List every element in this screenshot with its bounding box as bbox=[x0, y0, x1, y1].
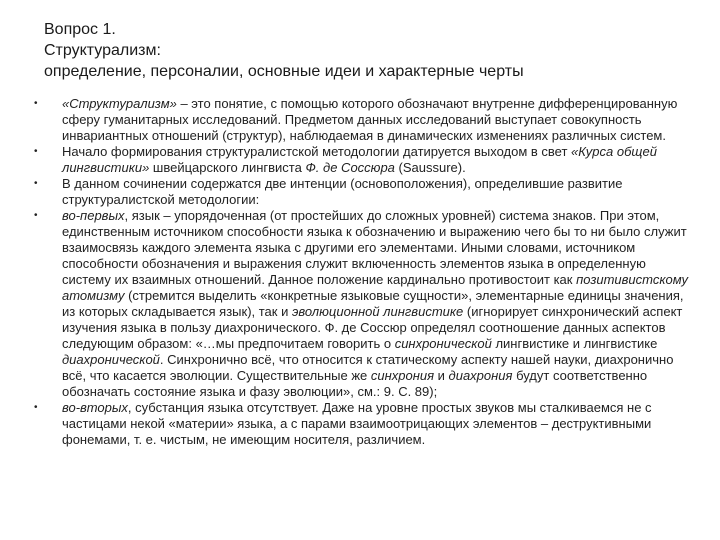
bullet-icon: • bbox=[34, 146, 38, 157]
bullet-icon: • bbox=[34, 210, 38, 221]
term-diachronic: диахронической bbox=[62, 352, 160, 367]
item-text: швейцарского лингвиста bbox=[149, 160, 306, 175]
list-item-2 bbox=[28, 144, 690, 176]
bullet-icon: • bbox=[34, 178, 38, 189]
term-synchrony: синхрония bbox=[370, 368, 435, 383]
bullet-icon: • bbox=[34, 402, 38, 413]
title-line-3: определение, персоналии, основные идеи и характерные черты bbox=[44, 63, 524, 80]
bullet-list bbox=[28, 96, 690, 448]
term-diachrony: диахрония bbox=[448, 368, 513, 383]
list-item-4 bbox=[28, 208, 690, 400]
item-text: В данном сочинении содержатся две интенции (основоположения), определившие развитие структуралистской методологии: bbox=[62, 176, 623, 207]
item-text: Начало формирования структуралистской методологии датируется выходом в свет bbox=[62, 144, 572, 159]
term-structuralism: «Структурализм» bbox=[62, 96, 177, 111]
item-text: лингвистике и лингвистике bbox=[491, 336, 658, 351]
term-second: во-вторых bbox=[62, 400, 128, 415]
item-text: . Синхронично всё, что относится к статическому аспекту нашей науки, диахронично всё, что касается эволюции. Существительные же bbox=[62, 352, 674, 383]
item-text: – это понятие, с помощью которого обозначают внутренне дифференцированную сферу гуманитарных исследований. Предметом данных исследований выступает совокупность инвариантных отношений (структур), наблюдаемая в динамических изменениях различных систем. bbox=[62, 96, 678, 143]
book-title: «Курса общей лингвистики» bbox=[62, 144, 657, 175]
item-text: , язык – упорядоченная (от простейших до сложных уровней) система знаков. При этом, единственным источником способности языка к обозначению и выражению чего бы то ни было служит взаимосвязь каждого элемента языка с другими его элементами. Иными словами, источником способности обозначения и выражения служит включенность элементов языка в определенную систему их взаимных отношений. Данное положение кардинально противостоит как bbox=[62, 208, 687, 287]
item-text: и bbox=[434, 368, 449, 383]
bullet-icon: • bbox=[34, 98, 38, 109]
item-text: будут соответственно обозначать состояние языка и фазу эволюции», см.: 9. С. 89); bbox=[62, 368, 648, 399]
item-text: (стремится выделить «конкретные языковые сущности», элементарные единицы значения, из которых складывается язык), так и bbox=[62, 288, 684, 319]
term-synchronic: синхронической bbox=[394, 336, 492, 351]
term-positivist-atomism: позитивистскому атомизму bbox=[62, 272, 688, 303]
item-text: (Saussure). bbox=[394, 160, 466, 175]
item-text: , субстанция языка отсутствует. Даже на уровне простых звуков мы сталкиваемся не с частицами некой «материи» языка, а с парами взаимоотрицающих элементов – деструктивными фонемами, т. е. чистым, не имеющим носителя, различием. bbox=[62, 400, 652, 447]
list-item-3 bbox=[28, 176, 690, 208]
author-name: Ф. де Соссюра bbox=[305, 160, 395, 175]
list-item-5 bbox=[28, 400, 690, 448]
slide-title bbox=[44, 19, 684, 82]
list-item-1 bbox=[28, 96, 690, 144]
term-evolutionary-linguistics: эволюционной лингвистике bbox=[291, 304, 464, 319]
title-line-1: Вопрос 1. bbox=[44, 21, 116, 38]
term-first: во-первых bbox=[62, 208, 125, 223]
title-line-2: Структурализм: bbox=[44, 42, 161, 59]
item-text: (игнорирует синхронический аспект изучения языка в пользу диахронического. Ф. де Соссюр определял соотношение данных аспектов следующим образом: «…мы предпочитаем говорить о bbox=[62, 304, 683, 351]
